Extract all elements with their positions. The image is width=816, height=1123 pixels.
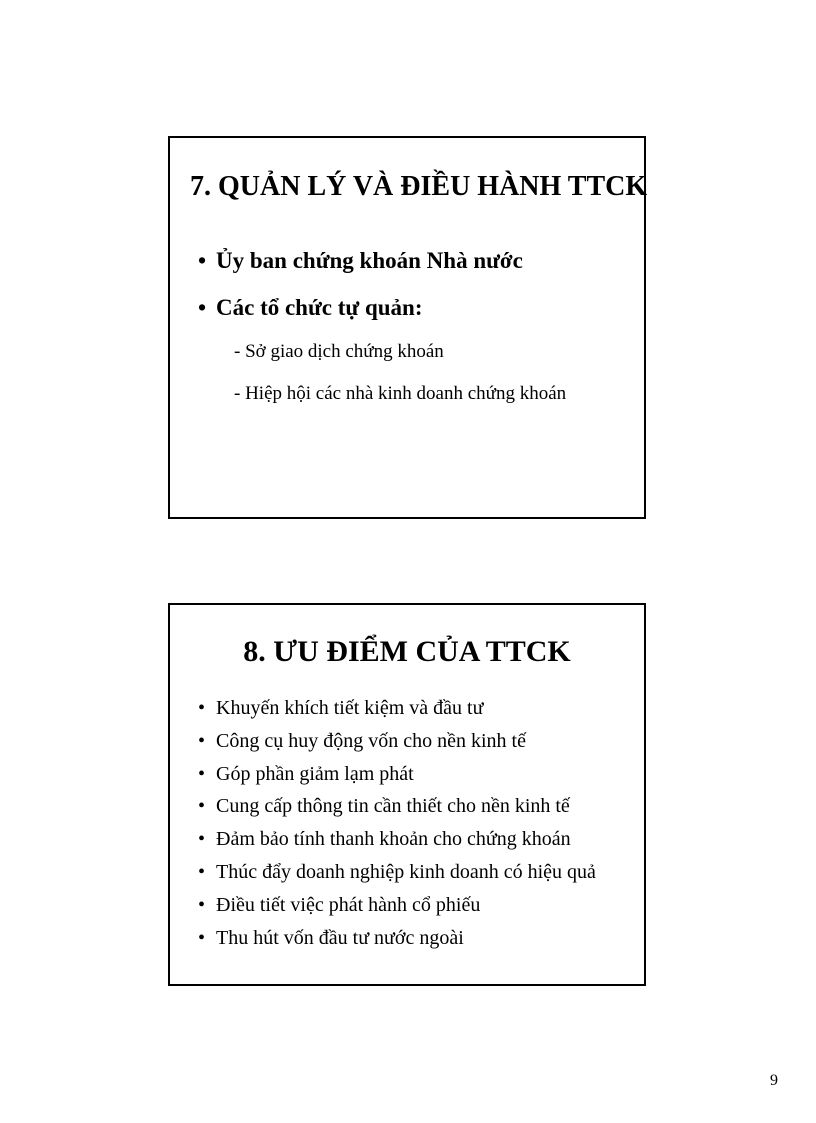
slide-2-bullet-text: Công cụ huy động vốn cho nền kinh tế (216, 729, 526, 752)
bullet-icon: • (198, 762, 206, 785)
page-number: 9 (770, 1072, 778, 1089)
bullet-icon: • (198, 860, 206, 883)
slide-1 (168, 136, 646, 519)
slide-2-bullet (198, 730, 644, 763)
slide-2-bullet-text: Thúc đẩy doanh nghiệp kinh doanh có hiệu quả (216, 860, 596, 883)
slide-2-bullet (198, 927, 644, 960)
slide-2-bullet-text: Thu hút vốn đầu tư nước ngoài (216, 926, 464, 949)
bullet-icon: • (198, 795, 206, 818)
slide-1-bullet (198, 295, 644, 342)
slide-1-bullet-list (198, 248, 644, 342)
slide-1-bullet (198, 248, 644, 295)
bullet-icon: • (198, 893, 206, 916)
slide-2-bullet-text: Đảm bảo tính thanh khoản cho chứng khoán (216, 828, 571, 851)
slide-2-bullet-list (198, 697, 644, 959)
slide-2-bullet (198, 697, 644, 730)
slide-1-bullet-text: Ủy ban chứng khoán Nhà nước (216, 248, 523, 273)
slide-2-bullet-text: Điều tiết việc phát hành cổ phiếu (216, 893, 481, 916)
slide-2 (168, 603, 646, 986)
bullet-icon: • (198, 248, 207, 273)
bullet-icon: • (198, 697, 206, 719)
slide-1-title: 7. QUẢN LÝ VÀ ĐIỀU HÀNH TTCK (190, 171, 648, 202)
slide-1-sub-item: - Sở giao dịch chứng khoán (234, 341, 444, 362)
slide-1-sub-item: - Hiệp hội các nhà kinh doanh chứng khoán (234, 383, 567, 404)
slide-2-bullet (198, 763, 644, 796)
slide-2-bullet (198, 894, 644, 927)
slide-1-sub-list (234, 341, 566, 425)
bullet-icon: • (198, 828, 206, 851)
slide-2-bullet (198, 861, 644, 894)
slide-2-bullet-text: Góp phần giảm lạm phát (216, 762, 414, 785)
slide-2-bullet (198, 828, 644, 861)
slide-1-bullet-text: Các tổ chức tự quản: (216, 295, 423, 320)
bullet-icon: • (198, 295, 207, 320)
slide-2-bullet (198, 795, 644, 828)
slide-2-title: 8. ƯU ĐIỂM CỦA TTCK (243, 635, 571, 668)
slide-2-bullet-text: Khuyến khích tiết kiệm và đầu tư (216, 697, 484, 719)
slide-2-bullet-text: Cung cấp thông tin cần thiết cho nền kinh tế (216, 795, 570, 818)
bullet-icon: • (198, 926, 206, 949)
bullet-icon: • (198, 729, 206, 752)
